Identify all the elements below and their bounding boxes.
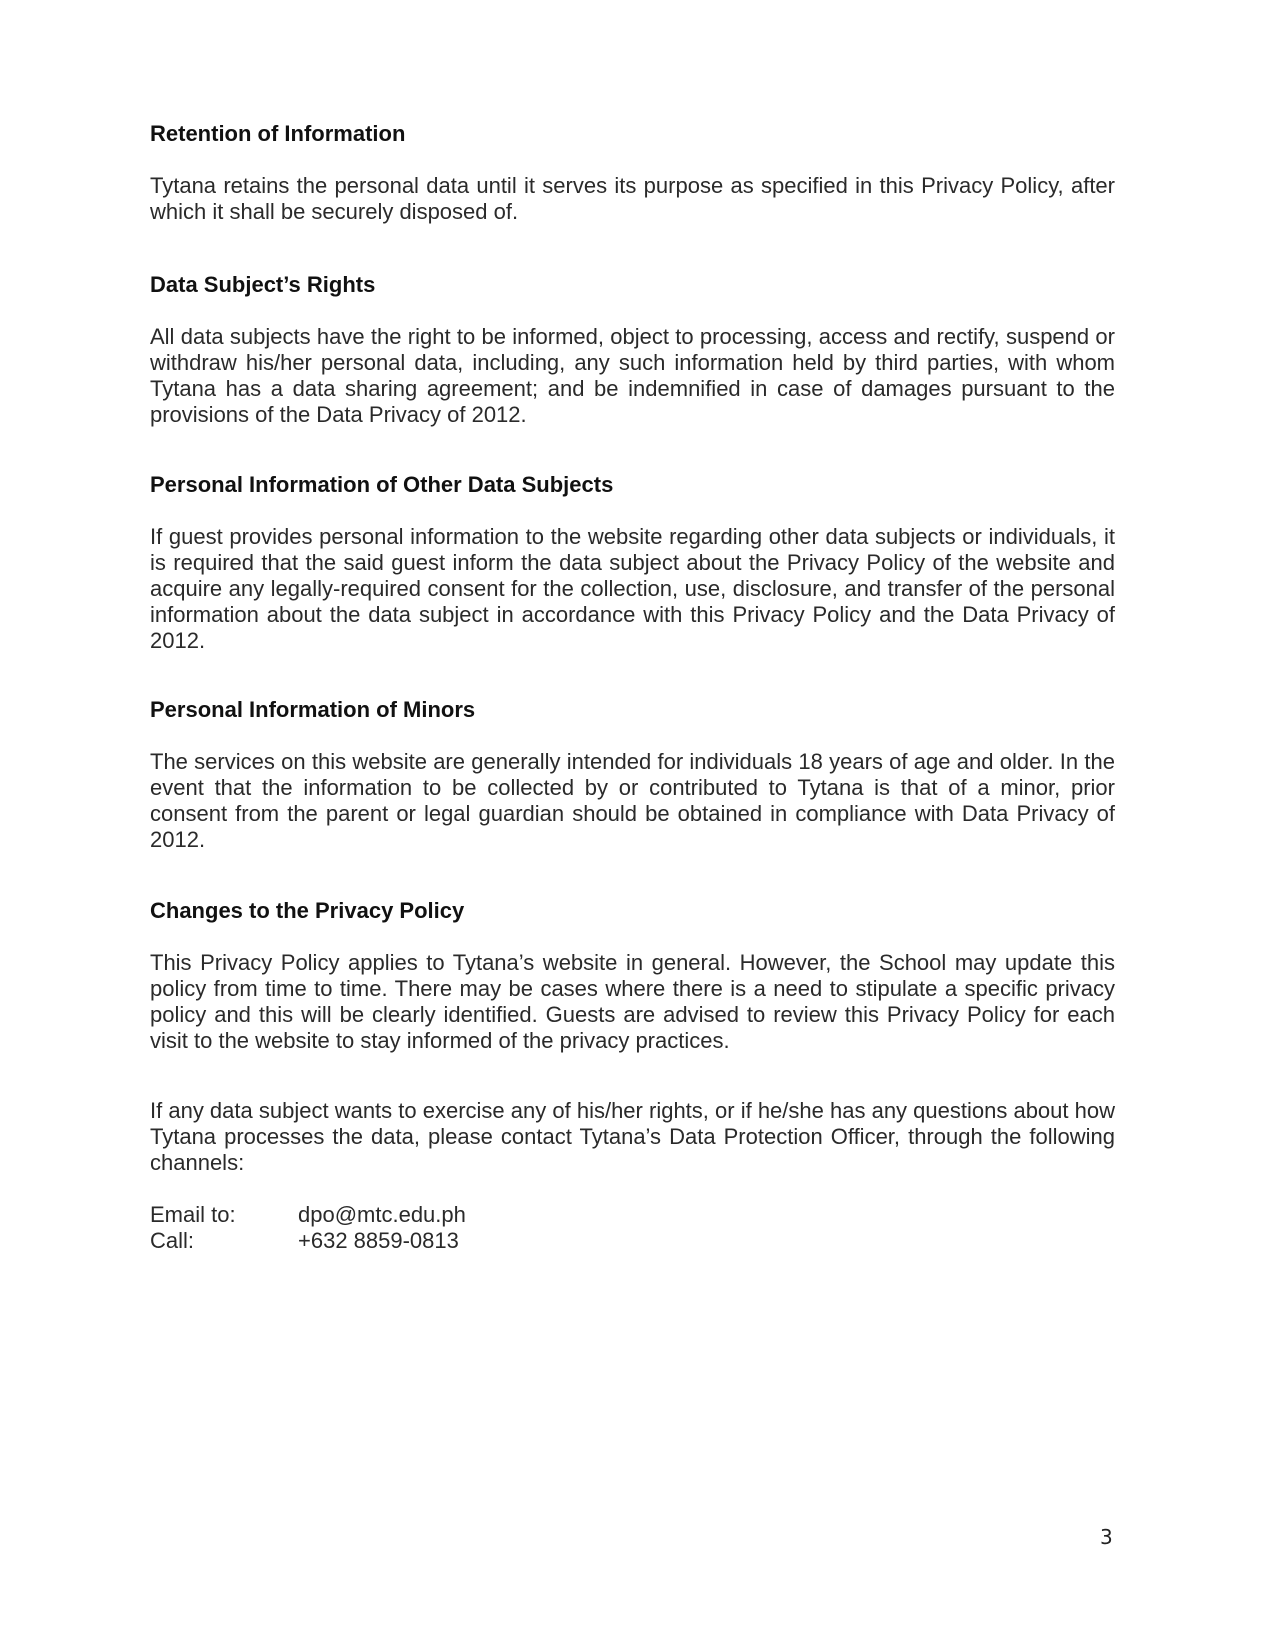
section-changes: [150, 898, 1115, 1054]
document-page: [150, 0, 1115, 1650]
email-label: Email to:: [150, 1202, 236, 1227]
call-label: Call:: [150, 1228, 195, 1253]
section-body: If guest provides personal information to the website regarding other data subjects or individuals, it is required that the said guest inform the data subject about the Privacy Policy of the website and acquire any legally-required consent for the collection, use, disclosure, and transfer of the personal information about the data subject in accordance with this Privacy Policy and the Data Privacy of 2012.: [150, 524, 1115, 653]
contact-email-row: [150, 1202, 1115, 1228]
section-minors: [150, 697, 1115, 853]
contact-intro: If any data subject wants to exercise any of his/her rights, or if he/she has any questions about how Tytana processes the data, please contact Tytana’s Data Protection Officer, through the following channels:: [150, 1098, 1115, 1175]
section-data-subject-rights: [150, 272, 1115, 428]
call-value: +632 8859-0813: [298, 1228, 459, 1253]
section-heading: Data Subject’s Rights: [150, 272, 376, 297]
contact-call-row: [150, 1228, 1115, 1254]
section-body: All data subjects have the right to be informed, object to processing, access and rectify, suspend or withdraw his/her personal data, including, any such information held by third parties, with whom Tytana has a data sharing agreement; and be indemnified in case of damages pursuant to the provisions of the Data Privacy of 2012.: [150, 324, 1115, 427]
section-body: The services on this website are generally intended for individuals 18 years of age and older. In the event that the information to be collected by or contributed to Tytana is that of a minor, prior consent from the parent or legal guardian should be obtained in compliance with Data Privacy of 2012.: [150, 749, 1115, 852]
page-number: 3: [1100, 1525, 1113, 1549]
section-other-data-subjects: [150, 472, 1115, 654]
section-heading: Personal Information of Minors: [150, 697, 476, 722]
section-body: This Privacy Policy applies to Tytana’s website in general. However, the School may update this policy from time to time. There may be cases where there is a need to stipulate a specific privacy policy and this will be clearly identified. Guests are advised to review this Privacy Policy for each visit to the website to stay informed of the privacy practices.: [150, 950, 1115, 1053]
section-heading: Personal Information of Other Data Subjects: [150, 472, 614, 497]
email-value: dpo@mtc.edu.ph: [298, 1202, 466, 1227]
section-heading: Retention of Information: [150, 121, 406, 146]
section-retention: [150, 121, 1115, 225]
section-body: Tytana retains the personal data until it serves its purpose as specified in this Privacy Policy, after which it shall be securely disposed of.: [150, 173, 1115, 224]
contact-section: [150, 1098, 1115, 1254]
section-heading: Changes to the Privacy Policy: [150, 898, 465, 923]
